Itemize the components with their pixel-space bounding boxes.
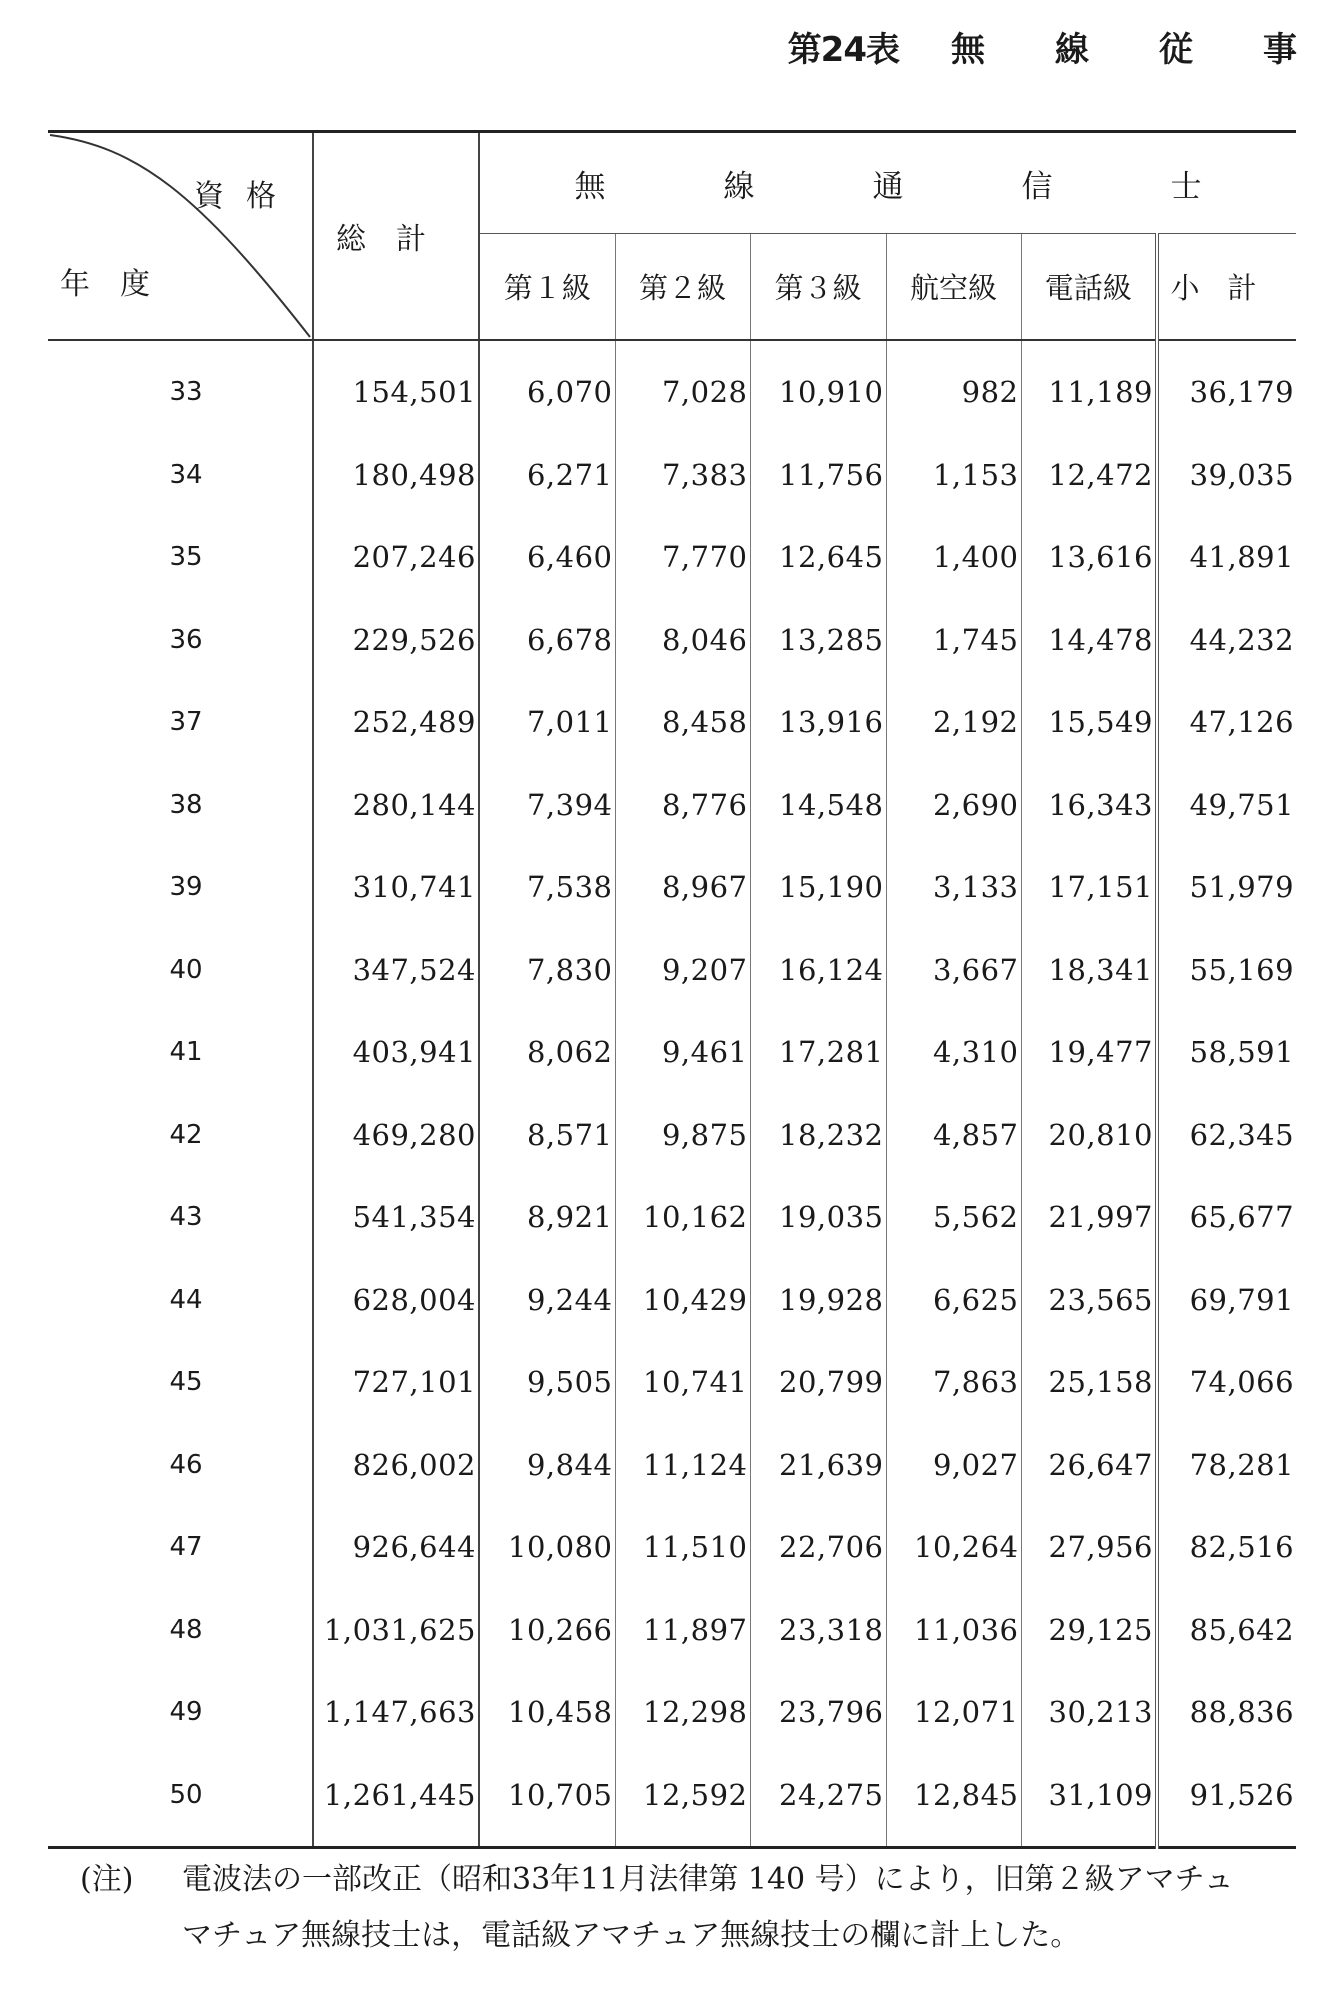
aviation-cell: 4,310 — [886, 1011, 1021, 1094]
table-row — [48, 1341, 1296, 1424]
subtotal-cell: 49,751 — [1157, 764, 1296, 847]
group-char: 無 — [574, 168, 606, 205]
subtotal-cell: 58,591 — [1157, 1011, 1296, 1094]
column-header-class3: 第３級 — [750, 234, 886, 340]
year-cell: 50 — [169, 1779, 203, 1810]
class2-cell: 10,429 — [615, 1259, 750, 1342]
total-cell: 1,147,663 — [313, 1671, 479, 1754]
group-char: 信 — [1021, 168, 1053, 205]
class2-cell: 7,028 — [615, 340, 750, 434]
year-cell: 46 — [169, 1449, 203, 1480]
year-cell: 49 — [169, 1697, 203, 1728]
class2-cell: 7,770 — [615, 516, 750, 599]
table-row — [48, 764, 1296, 847]
class1-cell: 6,460 — [479, 516, 615, 599]
year-cell: 36 — [169, 624, 203, 655]
telephone-cell: 20,810 — [1021, 1094, 1157, 1177]
aviation-cell: 9,027 — [886, 1424, 1021, 1507]
table-title — [951, 22, 1297, 71]
class2-cell: 8,967 — [615, 846, 750, 929]
class1-cell: 10,080 — [479, 1506, 615, 1589]
table-row — [48, 340, 1296, 434]
class3-cell: 13,285 — [750, 599, 886, 682]
total-cell: 180,498 — [313, 434, 479, 517]
total-cell: 926,644 — [313, 1506, 479, 1589]
subtotal-cell: 78,281 — [1157, 1424, 1296, 1507]
telephone-cell: 15,549 — [1021, 681, 1157, 764]
total-cell: 727,101 — [313, 1341, 479, 1424]
year-cell: 45 — [169, 1367, 203, 1398]
class1-cell: 9,505 — [479, 1341, 615, 1424]
corner-header — [48, 132, 313, 341]
year-cell: 37 — [169, 707, 203, 738]
class1-cell: 9,244 — [479, 1259, 615, 1342]
telephone-cell: 14,478 — [1021, 599, 1157, 682]
total-cell: 154,501 — [313, 340, 479, 434]
class3-cell: 14,548 — [750, 764, 886, 847]
telephone-cell: 25,158 — [1021, 1341, 1157, 1424]
class1-cell: 7,011 — [479, 681, 615, 764]
total-header: 総計 — [313, 132, 479, 341]
total-cell: 1,261,445 — [313, 1754, 479, 1848]
class1-cell: 10,458 — [479, 1671, 615, 1754]
aviation-cell: 3,133 — [886, 846, 1021, 929]
year-cell: 43 — [169, 1202, 203, 1233]
subtotal-cell: 88,836 — [1157, 1671, 1296, 1754]
column-header-class1: 第１級 — [479, 234, 615, 340]
year-cell: 34 — [169, 459, 203, 490]
telephone-cell: 27,956 — [1021, 1506, 1157, 1589]
group-char: 士 — [1170, 168, 1202, 205]
aviation-cell: 4,857 — [886, 1094, 1021, 1177]
total-cell: 229,526 — [313, 599, 479, 682]
year-cell: 39 — [169, 872, 203, 903]
footnote — [80, 1852, 1307, 1964]
class2-cell: 7,383 — [615, 434, 750, 517]
table-row — [48, 1589, 1296, 1672]
table-row — [48, 929, 1296, 1012]
table-row — [48, 1671, 1296, 1754]
footnote-label: (注) — [80, 1862, 134, 1897]
total-cell: 541,354 — [313, 1176, 479, 1259]
telephone-cell: 21,997 — [1021, 1176, 1157, 1259]
class3-cell: 24,275 — [750, 1754, 886, 1848]
aviation-cell: 3,667 — [886, 929, 1021, 1012]
group-char: 通 — [872, 168, 904, 205]
class2-cell: 8,776 — [615, 764, 750, 847]
table-row — [48, 434, 1296, 517]
subtotal-cell: 55,169 — [1157, 929, 1296, 1012]
year-cell: 33 — [169, 377, 203, 408]
class3-cell: 17,281 — [750, 1011, 886, 1094]
column-header-subtotal: 小計 — [1157, 234, 1296, 340]
class3-cell: 12,645 — [750, 516, 886, 599]
aviation-cell: 2,192 — [886, 681, 1021, 764]
year-cell: 47 — [169, 1532, 203, 1563]
telephone-cell: 16,343 — [1021, 764, 1157, 847]
subtotal-cell: 51,979 — [1157, 846, 1296, 929]
class3-cell: 22,706 — [750, 1506, 886, 1589]
class2-cell: 11,510 — [615, 1506, 750, 1589]
aviation-cell: 1,745 — [886, 599, 1021, 682]
class2-cell: 8,046 — [615, 599, 750, 682]
class3-cell: 20,799 — [750, 1341, 886, 1424]
year-cell: 44 — [169, 1284, 203, 1315]
class1-cell: 8,921 — [479, 1176, 615, 1259]
class3-cell: 16,124 — [750, 929, 886, 1012]
aviation-cell: 7,863 — [886, 1341, 1021, 1424]
title-char: 事 — [1263, 30, 1297, 70]
class2-cell: 12,298 — [615, 1671, 750, 1754]
total-cell: 628,004 — [313, 1259, 479, 1342]
total-cell: 403,941 — [313, 1011, 479, 1094]
class1-cell: 8,062 — [479, 1011, 615, 1094]
telephone-cell: 26,647 — [1021, 1424, 1157, 1507]
telephone-cell: 12,472 — [1021, 434, 1157, 517]
radio-operator-group-header — [479, 132, 1296, 234]
telephone-cell: 31,109 — [1021, 1754, 1157, 1848]
table-row — [48, 1754, 1296, 1848]
aviation-cell: 12,845 — [886, 1754, 1021, 1848]
subtotal-cell: 44,232 — [1157, 599, 1296, 682]
class1-cell: 10,705 — [479, 1754, 615, 1848]
aviation-cell: 5,562 — [886, 1176, 1021, 1259]
table-row — [48, 1506, 1296, 1589]
column-header-class2: 第２級 — [615, 234, 750, 340]
class2-cell: 9,461 — [615, 1011, 750, 1094]
class3-cell: 18,232 — [750, 1094, 886, 1177]
class1-cell: 7,830 — [479, 929, 615, 1012]
subtotal-cell: 41,891 — [1157, 516, 1296, 599]
year-cell: 38 — [169, 789, 203, 820]
table-row — [48, 681, 1296, 764]
title-char: 無 — [951, 30, 985, 70]
subtotal-cell: 85,642 — [1157, 1589, 1296, 1672]
table-row — [48, 1424, 1296, 1507]
table-body — [48, 340, 1296, 1848]
class3-cell: 13,916 — [750, 681, 886, 764]
table-number: 第24表 — [787, 30, 899, 70]
aviation-cell: 2,690 — [886, 764, 1021, 847]
class3-cell: 15,190 — [750, 846, 886, 929]
total-cell: 310,741 — [313, 846, 479, 929]
class1-cell: 8,571 — [479, 1094, 615, 1177]
table-row — [48, 516, 1296, 599]
footnote-text-line2: マチュア無線技士は，電話級アマチュア無線技士の欄に計上した。 — [182, 1918, 1081, 1953]
class2-cell: 9,875 — [615, 1094, 750, 1177]
telephone-cell: 29,125 — [1021, 1589, 1157, 1672]
class1-cell: 6,678 — [479, 599, 615, 682]
table-row — [48, 599, 1296, 682]
diagonal-divider-icon — [48, 133, 312, 339]
telephone-cell: 19,477 — [1021, 1011, 1157, 1094]
class1-cell: 6,271 — [479, 434, 615, 517]
table-row — [48, 1094, 1296, 1177]
aviation-cell: 12,071 — [886, 1671, 1021, 1754]
year-cell: 48 — [169, 1614, 203, 1645]
table-row — [48, 846, 1296, 929]
class1-cell: 7,538 — [479, 846, 615, 929]
table-row — [48, 1259, 1296, 1342]
subtotal-cell: 74,066 — [1157, 1341, 1296, 1424]
aviation-cell: 1,153 — [886, 434, 1021, 517]
class3-cell: 19,035 — [750, 1176, 886, 1259]
column-header-aviation: 航空級 — [886, 234, 1021, 340]
class3-cell: 21,639 — [750, 1424, 886, 1507]
telephone-cell: 18,341 — [1021, 929, 1157, 1012]
footnote-text-line1: 電波法の一部改正（昭和33年11月法律第 140 号）により，旧第２級アマチュ — [182, 1862, 1234, 1897]
class2-cell: 11,124 — [615, 1424, 750, 1507]
total-cell: 1,031,625 — [313, 1589, 479, 1672]
subtotal-cell: 62,345 — [1157, 1094, 1296, 1177]
title-char: 従 — [1159, 30, 1193, 70]
page-title — [788, 22, 1297, 71]
year-cell: 41 — [169, 1037, 203, 1068]
class3-cell: 23,796 — [750, 1671, 886, 1754]
year-cell: 35 — [169, 542, 203, 573]
telephone-cell: 30,213 — [1021, 1671, 1157, 1754]
class2-cell: 11,897 — [615, 1589, 750, 1672]
title-char: 線 — [1055, 30, 1089, 70]
telephone-cell: 11,189 — [1021, 340, 1157, 434]
column-header-telephone: 電話級 — [1021, 234, 1157, 340]
year-cell: 42 — [169, 1119, 203, 1150]
class1-cell: 9,844 — [479, 1424, 615, 1507]
class3-cell: 23,318 — [750, 1589, 886, 1672]
aviation-cell: 6,625 — [886, 1259, 1021, 1342]
class2-cell: 9,207 — [615, 929, 750, 1012]
subtotal-cell: 39,035 — [1157, 434, 1296, 517]
table-row — [48, 1011, 1296, 1094]
class3-cell: 10,910 — [750, 340, 886, 434]
aviation-cell: 1,400 — [886, 516, 1021, 599]
subtotal-cell: 36,179 — [1157, 340, 1296, 434]
class2-cell: 10,741 — [615, 1341, 750, 1424]
class2-cell: 8,458 — [615, 681, 750, 764]
aviation-cell: 11,036 — [886, 1589, 1021, 1672]
aviation-cell: 10,264 — [886, 1506, 1021, 1589]
statistics-table — [48, 130, 1296, 1849]
subtotal-cell: 65,677 — [1157, 1176, 1296, 1259]
total-cell: 826,002 — [313, 1424, 479, 1507]
class1-cell: 6,070 — [479, 340, 615, 434]
class1-cell: 10,266 — [479, 1589, 615, 1672]
total-cell: 469,280 — [313, 1094, 479, 1177]
subtotal-cell: 47,126 — [1157, 681, 1296, 764]
total-cell: 207,246 — [313, 516, 479, 599]
group-char: 線 — [723, 168, 755, 205]
subtotal-cell: 82,516 — [1157, 1506, 1296, 1589]
class1-cell: 7,394 — [479, 764, 615, 847]
class2-cell: 12,592 — [615, 1754, 750, 1848]
total-cell: 347,524 — [313, 929, 479, 1012]
aviation-cell: 982 — [886, 340, 1021, 434]
subtotal-cell: 91,526 — [1157, 1754, 1296, 1848]
telephone-cell: 17,151 — [1021, 846, 1157, 929]
telephone-cell: 23,565 — [1021, 1259, 1157, 1342]
table-row — [48, 1176, 1296, 1259]
class2-cell: 10,162 — [615, 1176, 750, 1259]
class3-cell: 19,928 — [750, 1259, 886, 1342]
subtotal-cell: 69,791 — [1157, 1259, 1296, 1342]
year-cell: 40 — [169, 954, 203, 985]
telephone-cell: 13,616 — [1021, 516, 1157, 599]
total-cell: 280,144 — [313, 764, 479, 847]
class3-cell: 11,756 — [750, 434, 886, 517]
year-label: 年度 — [60, 267, 180, 302]
total-cell: 252,489 — [313, 681, 479, 764]
qualification-label: 資格 — [194, 179, 298, 214]
